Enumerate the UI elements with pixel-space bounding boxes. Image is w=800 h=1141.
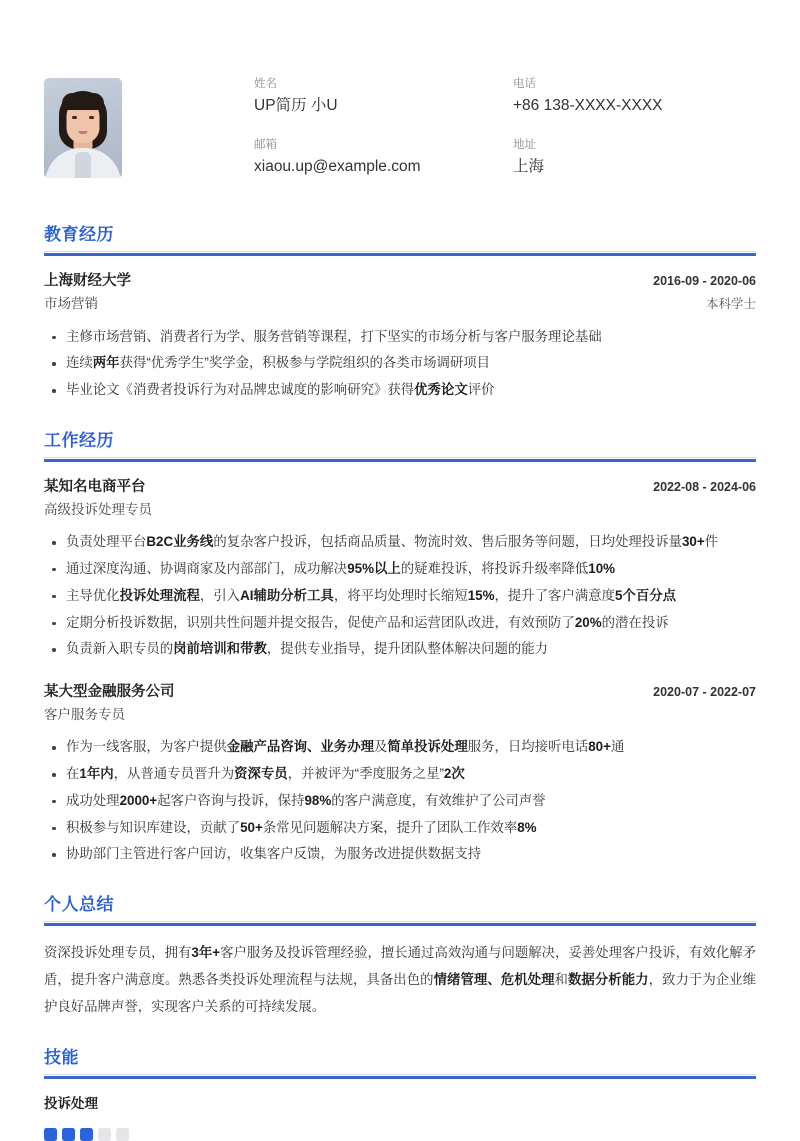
experience-entry	[44, 270, 756, 404]
bullet-item	[44, 324, 756, 351]
highlight-text: 30+	[681, 534, 705, 550]
resume-header	[44, 0, 756, 198]
body-text: 的客户满意度，有效维护了公司声誉	[331, 792, 546, 808]
portrait-shoulders	[45, 148, 121, 178]
entry-role: 客户服务专员	[44, 706, 125, 722]
body-text: 评价	[467, 382, 495, 398]
field-value: +86 138-XXXX-XXXX	[513, 97, 663, 115]
body-text: 通过深度沟通、协调商家及内部部门，成功解决	[66, 560, 348, 576]
highlight-text: 10%	[588, 560, 616, 576]
body-text: ，将平均处理时长缩短	[333, 587, 468, 603]
body-text: 的复杂客户投诉，包括商品质量、物流时效、售后服务等问题，日均处理投诉量	[213, 534, 682, 550]
body-text: 的潜在投诉	[601, 614, 669, 630]
body-text: 成功处理	[66, 792, 120, 808]
bullet-item	[44, 583, 756, 610]
entry-date-range: 2022-08 - 2024-06	[653, 480, 756, 495]
section-summary	[44, 894, 756, 1021]
field-label: 姓名	[254, 78, 277, 90]
body-text: 的疑难投诉，将投诉升级率降低	[400, 560, 589, 576]
field-value: UP简历 小U	[254, 97, 338, 115]
entry-header-row	[44, 270, 756, 292]
field-value: xiaou.up@example.com	[254, 158, 421, 176]
entry-organization: 某知名电商平台	[44, 479, 146, 496]
body-text: 通	[610, 739, 625, 755]
skill-dot-empty	[98, 1128, 111, 1141]
body-text: 积极参与知识库建设，贡献了	[66, 819, 241, 835]
highlight-text: 20%	[574, 614, 602, 630]
bullet-item	[44, 761, 756, 788]
body-text: 件	[704, 534, 719, 550]
bullet-item	[44, 556, 756, 583]
body-text: 客户服务及投诉管理经验，擅长通过高效沟通与问题解决，妥善处理客户投诉，有效化解矛盾，提升客户满意度。熟悉各类投诉处理流程与法规，具备出色的	[44, 945, 757, 988]
body-text: ，致力于为企业维护良好品牌声誉，实现客户关系的可持续发展。	[44, 972, 757, 1014]
body-text: 连续	[66, 355, 93, 371]
body-text: 获得“优秀学生”奖学金，积极参与学院组织的各类市场调研项目	[119, 355, 491, 371]
field-label: 电话	[513, 78, 536, 90]
bullet-item	[44, 350, 756, 377]
highlight-text: AI辅助分析工具	[240, 587, 334, 603]
entry-bullet-list	[44, 734, 756, 868]
highlight-text: 80+	[588, 739, 611, 755]
body-text: 服务，日均接听电话	[467, 739, 589, 755]
highlight-text: 8%	[517, 819, 537, 835]
section-title-education: 教育经历	[44, 225, 114, 245]
highlight-text: 98%	[304, 792, 332, 808]
body-text: 主修市场营销、消费者行为学、服务营销等课程，打下坚实的市场分析与客户服务理论基础	[66, 328, 602, 344]
section-divider	[44, 921, 756, 926]
entry-bullet-list	[44, 529, 756, 663]
highlight-text: 两年	[92, 355, 120, 371]
entry-header-row	[44, 681, 756, 703]
skill-rating	[44, 1128, 756, 1141]
bullet-item	[44, 734, 756, 761]
contact-fields	[254, 76, 756, 178]
contact-field-phone	[513, 76, 756, 117]
bullet-item	[44, 610, 756, 637]
section-divider	[44, 1074, 756, 1079]
bullet-item	[44, 841, 756, 868]
highlight-text: 2000+	[119, 792, 158, 808]
field-label: 邮箱	[254, 139, 277, 152]
body-text: 毕业论文《消费者投诉行为对品牌忠诚度的影响研究》获得	[66, 382, 415, 398]
bullet-item	[44, 636, 756, 663]
body-text: 在	[66, 766, 80, 782]
highlight-text: 50+	[240, 819, 263, 835]
section-title-summary: 个人总结	[44, 895, 114, 915]
entry-subheader-row	[44, 293, 756, 315]
body-text: 作为一线客服，为客户提供	[66, 739, 227, 755]
bullet-item	[44, 529, 756, 556]
experience-entry	[44, 681, 756, 868]
skill-dot-filled	[62, 1128, 75, 1141]
portrait-fringe	[62, 93, 104, 110]
entry-bullet-list	[44, 324, 756, 404]
work-entries	[44, 476, 756, 868]
entry-organization: 上海财经大学	[44, 273, 131, 290]
highlight-text: 情绪管理、危机处理	[433, 972, 555, 988]
bullet-item	[44, 815, 756, 842]
highlight-text: 简单投诉处理	[387, 739, 468, 755]
contact-field-name	[254, 76, 497, 117]
portrait-eye-left	[72, 116, 77, 119]
body-text: ，提供专业指导，提升团队整体解决问题的能力	[266, 641, 549, 657]
bullet-item	[44, 377, 756, 404]
field-value: 上海	[513, 158, 545, 176]
portrait-eye-right	[89, 116, 94, 119]
section-education	[44, 224, 756, 404]
body-text: ，提升了客户满意度	[494, 587, 616, 603]
summary-paragraph	[44, 940, 756, 1020]
experience-entry	[44, 476, 756, 663]
entry-date-range: 2016-09 - 2020-06	[653, 274, 756, 289]
skill-name: 投诉处理	[44, 1095, 98, 1111]
skill-dot-filled	[80, 1128, 93, 1141]
section-skills	[44, 1047, 756, 1141]
body-text: ，从普通专员晋升为	[113, 766, 235, 782]
entry-role: 高级投诉处理专员	[44, 501, 152, 517]
contact-field-address	[513, 137, 756, 178]
highlight-text: 95%以上	[347, 560, 401, 576]
highlight-text: 资深专员	[234, 766, 288, 782]
section-divider	[44, 251, 756, 256]
entry-subheader-row	[44, 499, 756, 521]
body-text: 及	[373, 739, 388, 755]
entry-organization: 某大型金融服务公司	[44, 684, 175, 701]
highlight-text: 优秀论文	[414, 382, 468, 398]
body-text: 协助部门主管进行客户回访，收集客户反馈，为服务改进提供数据支持	[66, 846, 482, 862]
body-text: 负责处理平台	[66, 534, 147, 550]
profile-photo	[44, 78, 122, 178]
section-work	[44, 430, 756, 868]
skill-item	[44, 1093, 756, 1141]
highlight-text: 5个百分点	[615, 587, 677, 603]
entry-role: 市场营销	[44, 295, 98, 311]
body-text: 主导优化	[66, 587, 120, 603]
skill-list	[44, 1093, 756, 1141]
highlight-text: 2次	[443, 766, 465, 782]
body-text: 和	[554, 972, 568, 988]
skill-dot-filled	[44, 1128, 57, 1141]
entry-subheader-row	[44, 704, 756, 726]
contact-field-email	[254, 137, 497, 178]
highlight-text: 1年内	[79, 766, 114, 782]
body-text: 负责新入职专员的	[66, 641, 174, 657]
highlight-text: 15%	[467, 587, 495, 603]
body-text: 定期分析投诉数据，识别共性问题并提交报告，促使产品和运营团队改进，有效预防了	[66, 614, 575, 630]
skill-dot-empty	[116, 1128, 129, 1141]
profile-photo-wrapper	[44, 78, 122, 178]
highlight-text: 投诉处理流程	[119, 587, 200, 603]
section-divider	[44, 457, 756, 462]
section-title-skills: 技能	[44, 1047, 79, 1067]
bullet-item	[44, 788, 756, 815]
highlight-text: B2C业务线	[146, 534, 214, 550]
body-text: 资深投诉处理专员，拥有	[44, 945, 192, 961]
body-text: ，并被评为“季度服务之星”	[287, 766, 444, 782]
entry-degree: 本科学士	[705, 296, 756, 311]
highlight-text: 岗前培训和带教	[173, 641, 267, 657]
education-entries	[44, 270, 756, 404]
entry-header-row	[44, 476, 756, 498]
highlight-text: 数据分析能力	[567, 972, 649, 988]
highlight-text: 3年+	[191, 945, 221, 961]
body-text: ，引入	[199, 587, 241, 603]
highlight-text: 金融产品咨询、业务办理	[226, 739, 374, 755]
section-title-work: 工作经历	[44, 430, 114, 450]
entry-date-range: 2020-07 - 2022-07	[653, 685, 756, 700]
field-label: 地址	[513, 139, 536, 152]
body-text: 条常见问题解决方案，提升了团队工作效率	[262, 819, 518, 835]
body-text: 起客户咨询与投诉，保持	[157, 792, 305, 808]
